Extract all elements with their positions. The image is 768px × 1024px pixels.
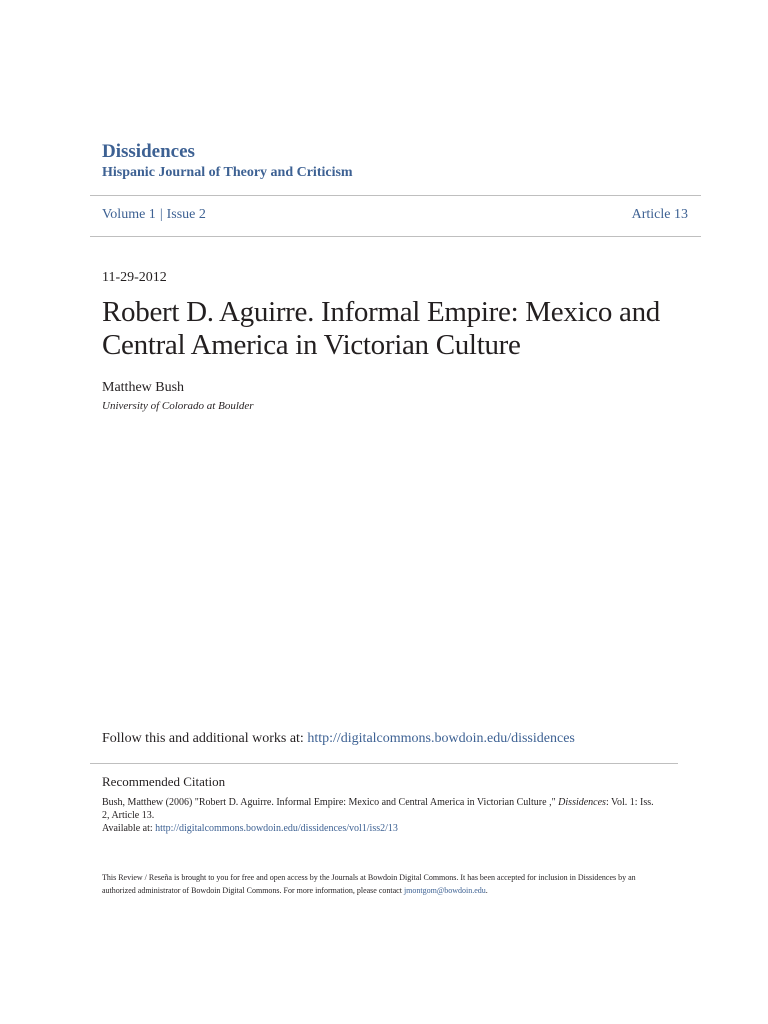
article-title: Robert D. Aguirre. Informal Empire: Mexico and Central America in Victorian Culture (102, 296, 660, 361)
available-at-line (102, 823, 398, 834)
follow-line (102, 731, 575, 747)
available-label: Available at: (102, 823, 153, 834)
notice-text: This Review / Reseña is brought to you for free and open access by the Journals at Bowdoin Digital Commons. It has been accepted for inclusion in Dissidences by an authorized administrator of Bowdoin Digital Commons. For more information, please contact (102, 873, 636, 895)
bottom-divider (90, 236, 701, 237)
article-number-link[interactable]: Article 13 (631, 207, 688, 222)
contact-email-link[interactable]: jmontgom@bowdoin.edu (403, 886, 486, 895)
journal-subtitle[interactable]: Hispanic Journal of Theory and Criticism (102, 165, 353, 180)
author-affiliation: University of Colorado at Boulder (102, 400, 254, 412)
top-divider (90, 195, 701, 196)
citation-journal: Dissidences (558, 797, 606, 808)
follow-url-link[interactable]: http://digitalcommons.bowdoin.edu/dissidences (307, 731, 575, 746)
citation-divider (90, 763, 678, 764)
issue-link[interactable]: Issue 2 (166, 207, 206, 222)
follow-label: Follow this and additional works at: (102, 731, 304, 746)
recommended-citation-heading: Recommended Citation (102, 774, 226, 789)
breadcrumb-separator: | (159, 207, 163, 222)
available-url-link[interactable]: http://digitalcommons.bowdoin.edu/dissidences/vol1/iss2/13 (155, 823, 398, 834)
journal-name[interactable]: Dissidences (102, 141, 195, 162)
notice-end: . (485, 886, 488, 895)
citation-text-before: Bush, Matthew (2006) "Robert D. Aguirre. Informal Empire: Mexico and Central America in Victorian Culture ," (102, 797, 556, 808)
access-notice (102, 871, 662, 897)
citation-text-after: : Vol. 1: Iss. 2, Article 13. (102, 797, 654, 821)
citation-text (102, 796, 662, 822)
publication-date: 11-29-2012 (102, 270, 167, 285)
author-name: Matthew Bush (102, 380, 185, 395)
volume-link[interactable]: Volume 1 (102, 207, 156, 222)
volume-issue-breadcrumb (102, 207, 206, 223)
